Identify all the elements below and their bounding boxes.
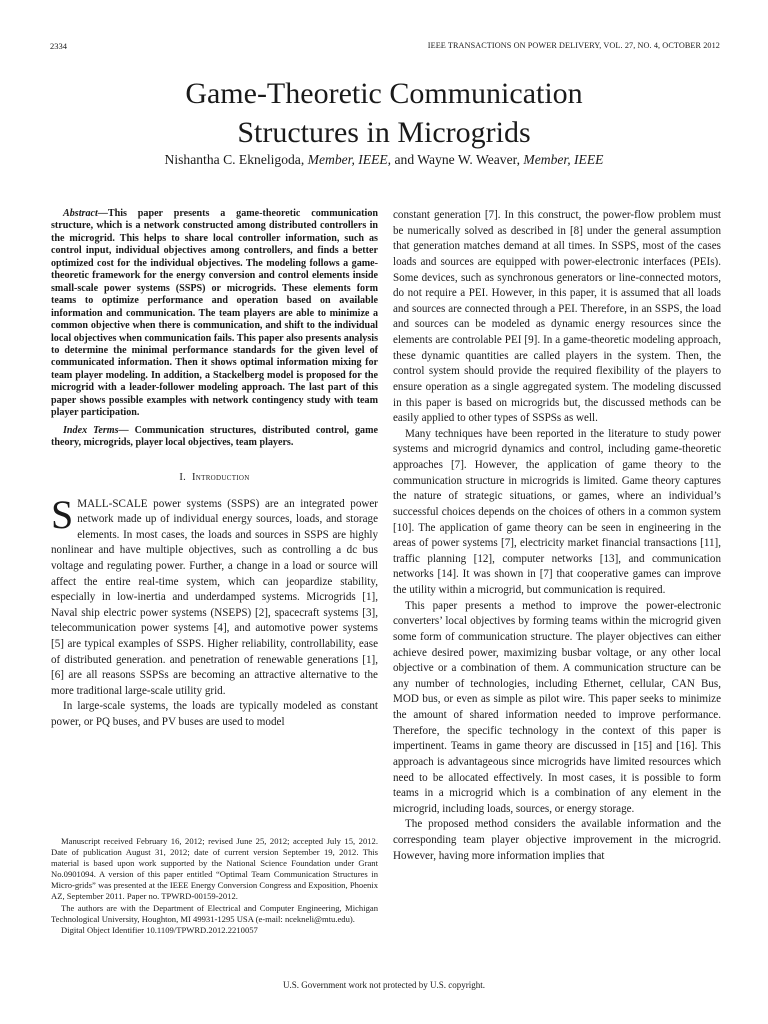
index-terms-label: Index Terms — [63, 424, 119, 436]
right-column — [393, 208, 721, 864]
index-terms — [51, 425, 378, 450]
section-heading-introduction — [51, 472, 378, 483]
author-1-name: Nishantha C. Ekneligoda, — [164, 152, 305, 167]
drop-cap: S — [51, 491, 74, 537]
author-line — [0, 152, 768, 168]
journal-header: IEEE TRANSACTIONS ON POWER DELIVERY, VOL. 27, NO. 4, OCTOBER 2012 — [427, 41, 720, 50]
footnotes — [51, 836, 378, 936]
abstract-label: Abstract — [63, 208, 98, 219]
footnote-manuscript: Manuscript received February 16, 2012; revised June 25, 2012; accepted July 15, 2012. Date of publication August 31, 2012; date of current version September 19, 2012. This material is based upon work supported by the National Science Foundation under Grant No.0901094. A version of this paper entitled “Optimal Team Communication Structures in Micro-grids” was presented at the IEEE Energy Conversion Congress and Exposition, Phoenix AZ, September 2011. Paper no. TPWRD-00159-2012. — [51, 836, 378, 902]
left-column — [51, 208, 378, 731]
intro-paragraph-1 — [51, 491, 378, 700]
right-paragraph-4: The proposed method considers the available information and the corresponding team player objective improvement in the microgrid. However, having more information implies that — [393, 818, 721, 862]
footnote-affiliation: The authors are with the Department of Electrical and Computer Engineering, Michigan Technological University, Houghton, MI 49931-1295 USA (e-mail: ncekneli@mtu.edu). — [51, 902, 378, 924]
abstract-text: —This paper presents a game-theoretic communication structure, which is a network constructed among distributed controllers in the microgrid. This helps to share local controller information, such as control input, individual objectives among controllers, and finds a better optimized cost for the individual objectives. The modeling follows a game-theoretic framework for the energy conversion and control elements inside small-scale power systems (SSPS) or microgrids. These elements form teams to optimize performance and operation based on available information and communication. The team players are able to minimize a common objective when there is communication, and shift to the individual local objectives when communication fails. This paper also presents analysis to determine the minimal performance standards for the given level of communicated information. Then it shows optimal information mixing for team player modeling. In addition, a Stackelberg model is proposed for the microgrid with a leader-follower modeling approach. The last part of this paper shows possible examples with network contingency study with team player participation. — [51, 208, 378, 419]
intro-paragraph-1-text: power systems (SSPS) are an integrated power network made up of individual energy sources, loads, and storage elements. In most cases, the loads and sources in SSPS are highly nonlinear and have multiple objectives, such as controlling a dc bus voltage and regulating power. Further, a change in a load or source will affect the entire real-time system, which can jeopardize stability, especially in low-inertia and underdamped systems. Microgrids [1], Naval ship electric power systems (NSEPS) [2], spacecraft systems [3], telecommunication power systems [4], and automotive power systems [5] are typical examples of SSPS. Higher reliability, controllability, ease of distributed generation. and penetration of renewable generations [1], [6] are all reasons SSPSs are becoming an attractive alternative to the more traditional large-scale utility grid. — [51, 497, 378, 697]
index-terms-text: — Communication structures, distributed control, game theory, microgrids, player local objectives, team players. — [51, 424, 378, 449]
author-conjunction: and — [394, 152, 415, 167]
paper-title — [0, 74, 768, 152]
author-1-role: Member, IEEE, — [307, 152, 392, 167]
title-line-2: Structures in Microgrids — [237, 116, 531, 149]
right-paragraph-2: Many techniques have been reported in the literature to study power systems and microgrid dynamics and control, including game-theoretic approaches [7]. However, the application of game theory to the communication structure in microgrids is limited. Game theory captures the nature of strategic situations, or games, where an individual’s successful choices depends on the choices of others in a common system [10]. The application of game theory can be seen in engineering in the areas of power systems [7], electricity market financial transactions [11], traffic planning [12], computer networks [13], and communication networks [14]. It was shown in [7] that cooperative games can improve the utility within a microgrid, but communication is required. — [393, 427, 721, 596]
footnote-doi: Digital Object Identifier 10.1109/TPWRD.2012.2210057 — [61, 924, 258, 935]
author-2-name: Wayne W. Weaver, — [417, 152, 520, 167]
page-number: 2334 — [50, 41, 67, 51]
intro-smallcaps: MALL-SCALE — [77, 497, 148, 510]
title-line-1: Game-Theoretic Communication — [185, 77, 583, 110]
right-paragraph-3: This paper presents a method to improve the power-electronic converters’ local objectives by forming teams within the microgrid given some form of communication structure. The player objectives can either achieve desired power, maximizing busbar voltage, or any other local objective or a combination of them. A communication structure can be any number of technologies, including Ethernet, cellular, CAN Bus, MOD bus, or even as simple as pilot wire. This paper seeks to minimize the amount of shared information needed to improve performance. Therefore, the specific technology in the context of this paper is impertinent. Teams in game theory are discussed in [15] and [16]. This approach is advantageous since microgrids have limited resources which need to be allocated effectively. In most cases, it is possible to form teams in a microgrid which is a combination of any element in the microgrid, including loads, sources, or energy storage. — [393, 599, 721, 815]
section-title: Introduction — [191, 471, 250, 483]
section-number: I. — [179, 471, 187, 483]
copyright-notice: U.S. Government work not protected by U.S. copyright. — [283, 980, 485, 990]
abstract — [51, 208, 378, 420]
right-paragraph-1: constant generation [7]. In this construct, the power-flow problem must be numerically solved as described in [8] under the general assumption that generation matches demand at all times. In SSPS, most of the cases loads and sources are equipped with power-electronic interfaces (PEIs). Some devices, such as synchronous generators or line-connected motors, do not require a PEI. However, in this paper, it is assumed that all loads and sources are connected through a PEI. Therefore, in an SSPS, the load and sources can be modeled as dynamic energy resources since the elements are controlable PEI [9]. In a game-theoretic modeling approach, these dynamic quantities are called players in the system. Then, the control system should provide the required flexibility of the players to ensure operation as a single aggregated system. The modeling discussed in this paper is based on microgrids but, the discussed methods can be easily applied to other types of SSPSs as well. — [393, 209, 721, 425]
intro-paragraph-2: In large-scale systems, the loads are typically modeled as constant power, or PQ buses, and PV buses are used to model — [51, 700, 378, 728]
author-2-role: Member, IEEE — [523, 152, 604, 167]
